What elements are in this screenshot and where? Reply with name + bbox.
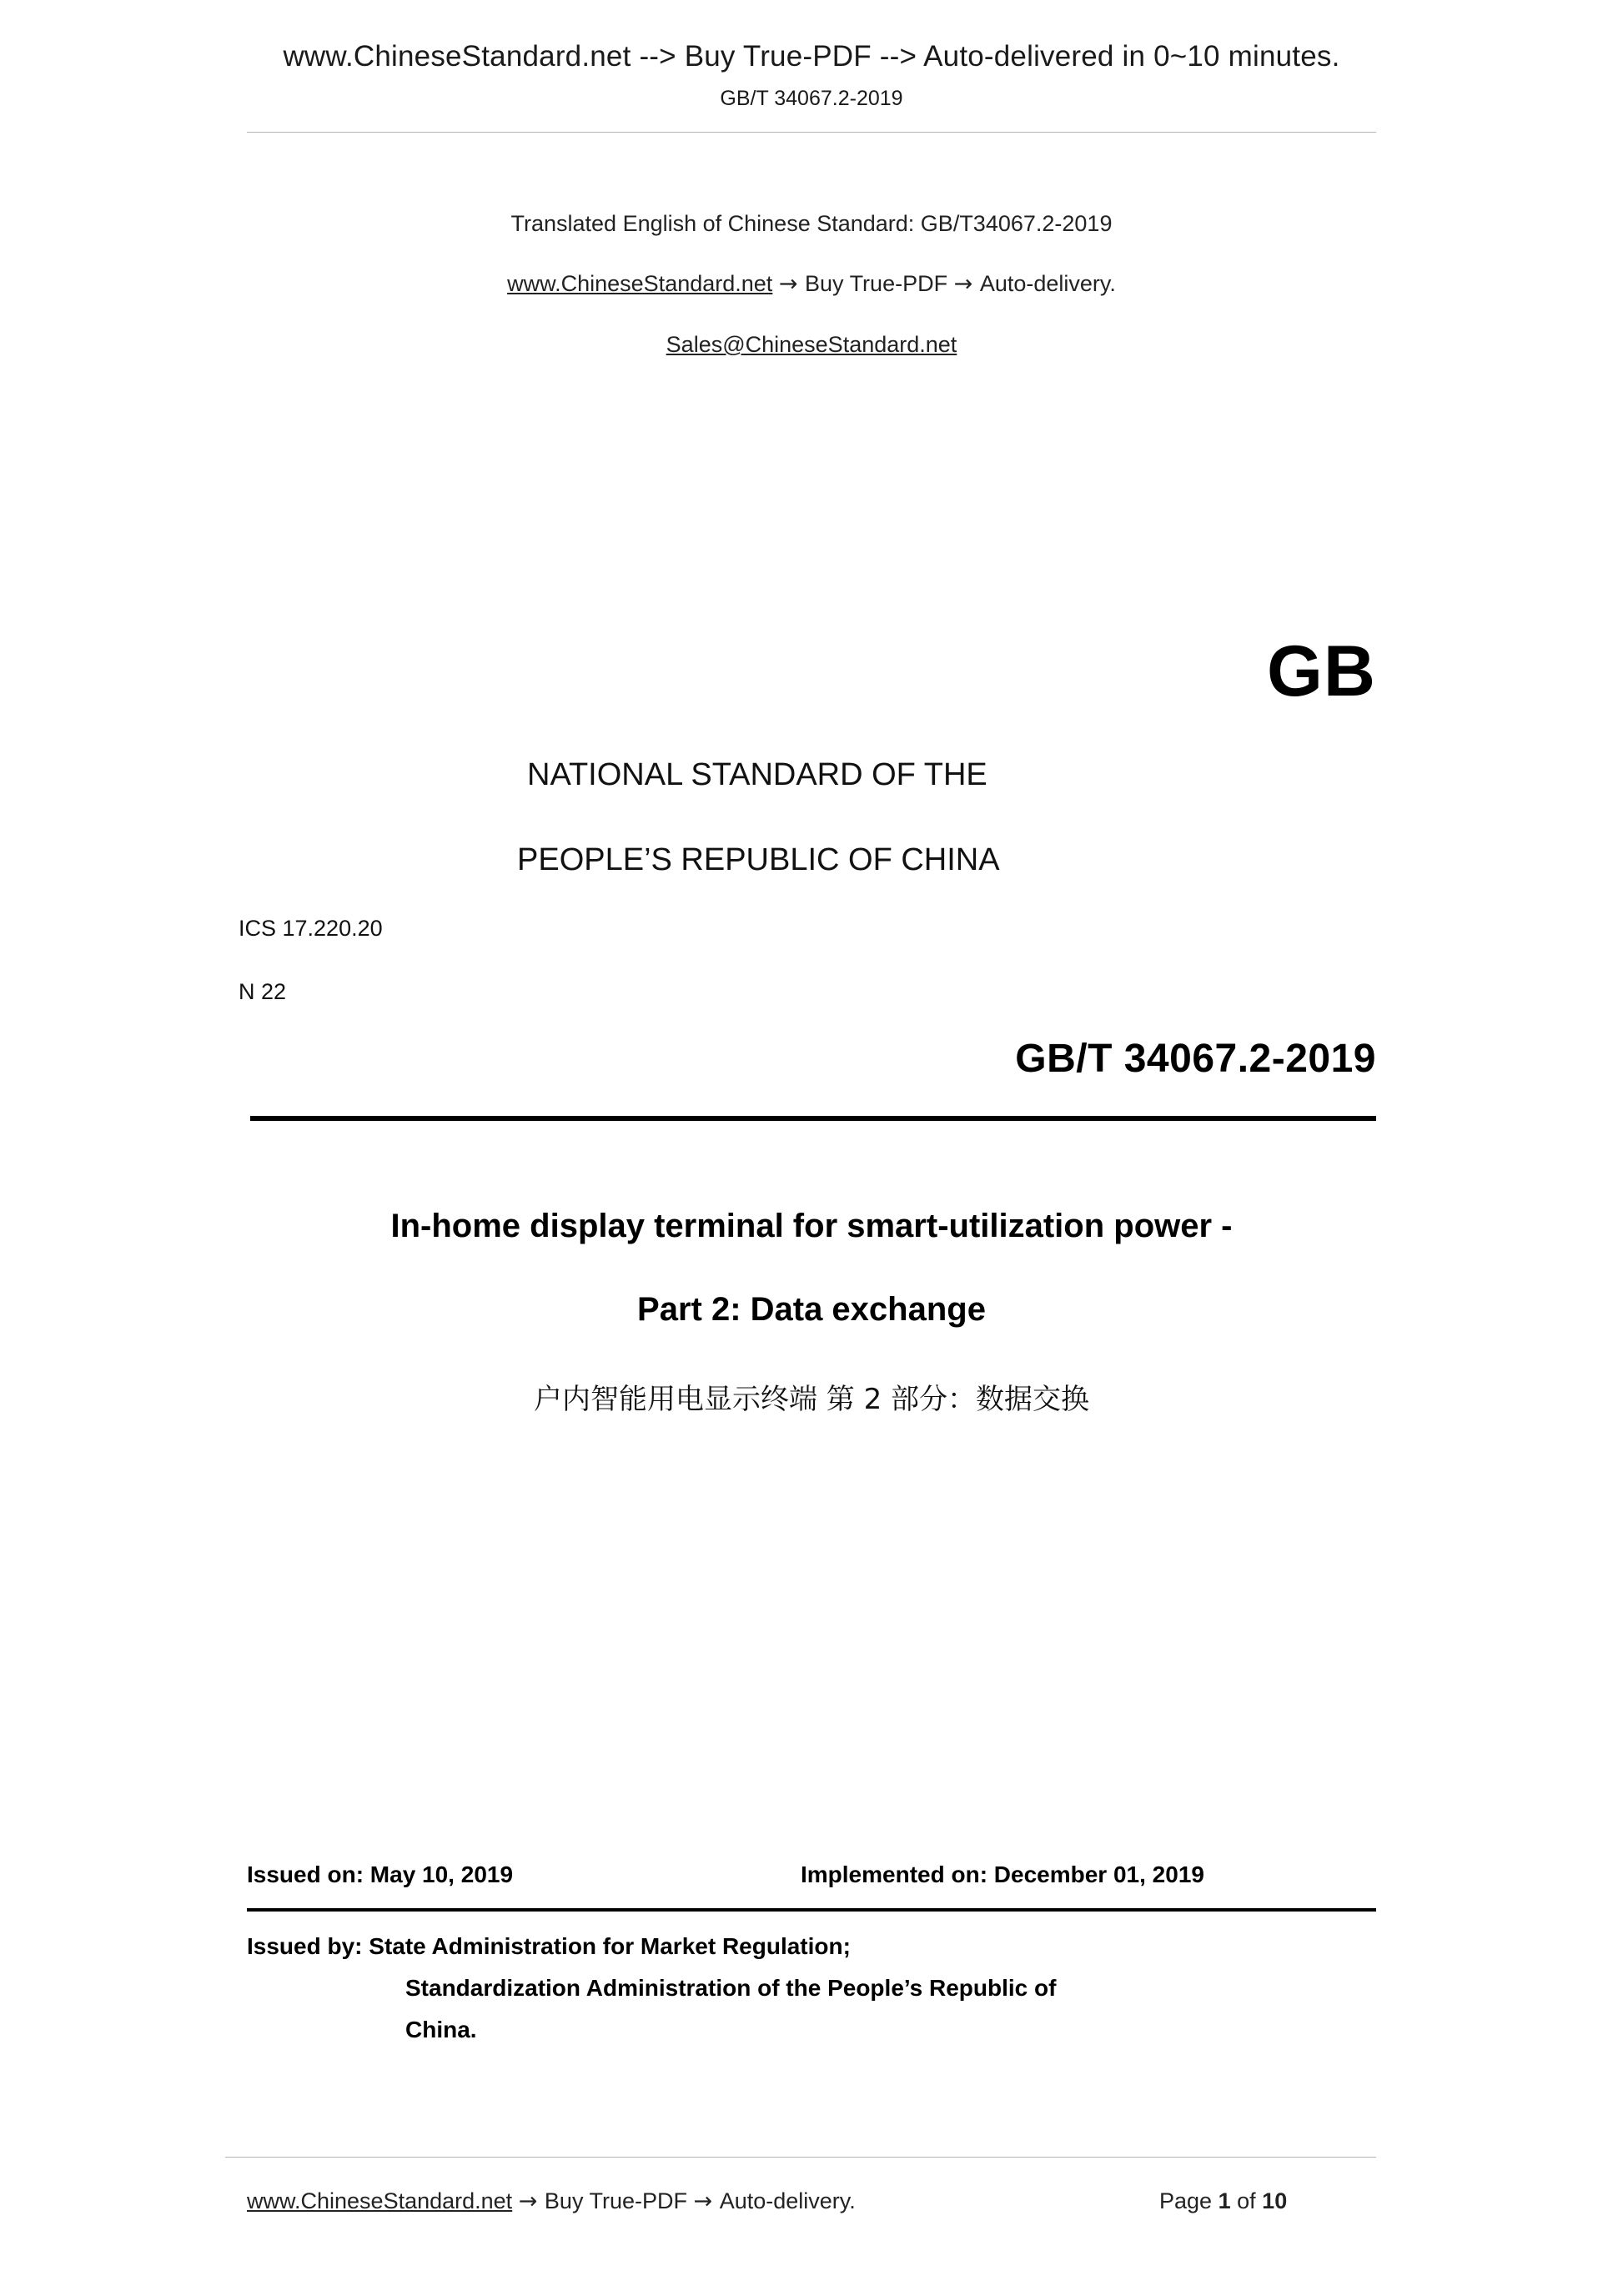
title-english-line-1: In-home display terminal for smart-utilization power - bbox=[390, 1208, 1233, 1244]
page-indicator bbox=[1159, 2188, 1287, 2214]
issued-by-line-2: Standardization Administration of the People’s Republic of bbox=[405, 1975, 1057, 2001]
intro-translation-line: Translated English of Chinese Standard: GB/T34067.2-2019 bbox=[510, 211, 1113, 236]
issue-divider bbox=[247, 1908, 1376, 1912]
footer-divider bbox=[225, 2157, 1376, 2158]
of-word: of bbox=[1237, 2188, 1256, 2213]
classification-code: N 22 bbox=[239, 979, 287, 1004]
arrow-icon: → bbox=[953, 271, 980, 297]
header-promo-banner: www.ChineseStandard.net --> Buy True-PDF --> Auto-delivered in 0~10 minutes. bbox=[283, 40, 1340, 73]
footer-site-link[interactable]: www.ChineseStandard.net bbox=[247, 2188, 513, 2213]
national-standard-line-2: PEOPLE’S REPUBLIC OF CHINA bbox=[517, 842, 1000, 877]
footer-buy-text: Buy True-PDF bbox=[544, 2188, 687, 2213]
page-total: 10 bbox=[1262, 2188, 1288, 2213]
arrow-icon: → bbox=[518, 2188, 545, 2214]
intro-delivery-text: Auto-delivery. bbox=[979, 271, 1116, 296]
footer-delivery-text: Auto-delivery. bbox=[719, 2188, 856, 2213]
issued-on-date: Issued on: May 10, 2019 bbox=[247, 1861, 514, 1887]
arrow-icon: → bbox=[778, 271, 806, 297]
header-standard-ref: GB/T 34067.2-2019 bbox=[720, 87, 903, 110]
arrow-icon: → bbox=[693, 2188, 720, 2214]
intro-purchase-line bbox=[0, 254, 1623, 314]
page-word: Page bbox=[1159, 2188, 1213, 2213]
intro-email-link[interactable]: Sales@ChineseStandard.net bbox=[666, 332, 957, 357]
issued-by-line-1: Issued by: State Administration for Market Regulation; bbox=[247, 1933, 851, 1959]
ics-code: ICS 17.220.20 bbox=[239, 916, 383, 941]
intro-block bbox=[0, 193, 1623, 374]
title-english-line-2: Part 2: Data exchange bbox=[637, 1291, 986, 1328]
standard-number: GB/T 34067.2-2019 bbox=[1015, 1037, 1376, 1081]
title-chinese: 户内智能用电显示终端 第 2 部分：数据交换 bbox=[533, 1383, 1090, 1416]
issued-by-line-3: China. bbox=[405, 2017, 477, 2042]
intro-site-link[interactable]: www.ChineseStandard.net bbox=[507, 271, 773, 296]
gb-logo-mark: GB bbox=[1267, 631, 1376, 711]
footer-links bbox=[247, 2188, 856, 2214]
implemented-on-date: Implemented on: December 01, 2019 bbox=[801, 1861, 1204, 1887]
intro-buy-text: Buy True-PDF bbox=[805, 271, 948, 296]
page-number: 1 bbox=[1218, 2188, 1231, 2213]
national-standard-line-1: NATIONAL STANDARD OF THE bbox=[527, 757, 987, 792]
standard-number-divider bbox=[250, 1116, 1376, 1121]
intro-email-line bbox=[0, 314, 1623, 374]
header-divider bbox=[247, 132, 1376, 133]
